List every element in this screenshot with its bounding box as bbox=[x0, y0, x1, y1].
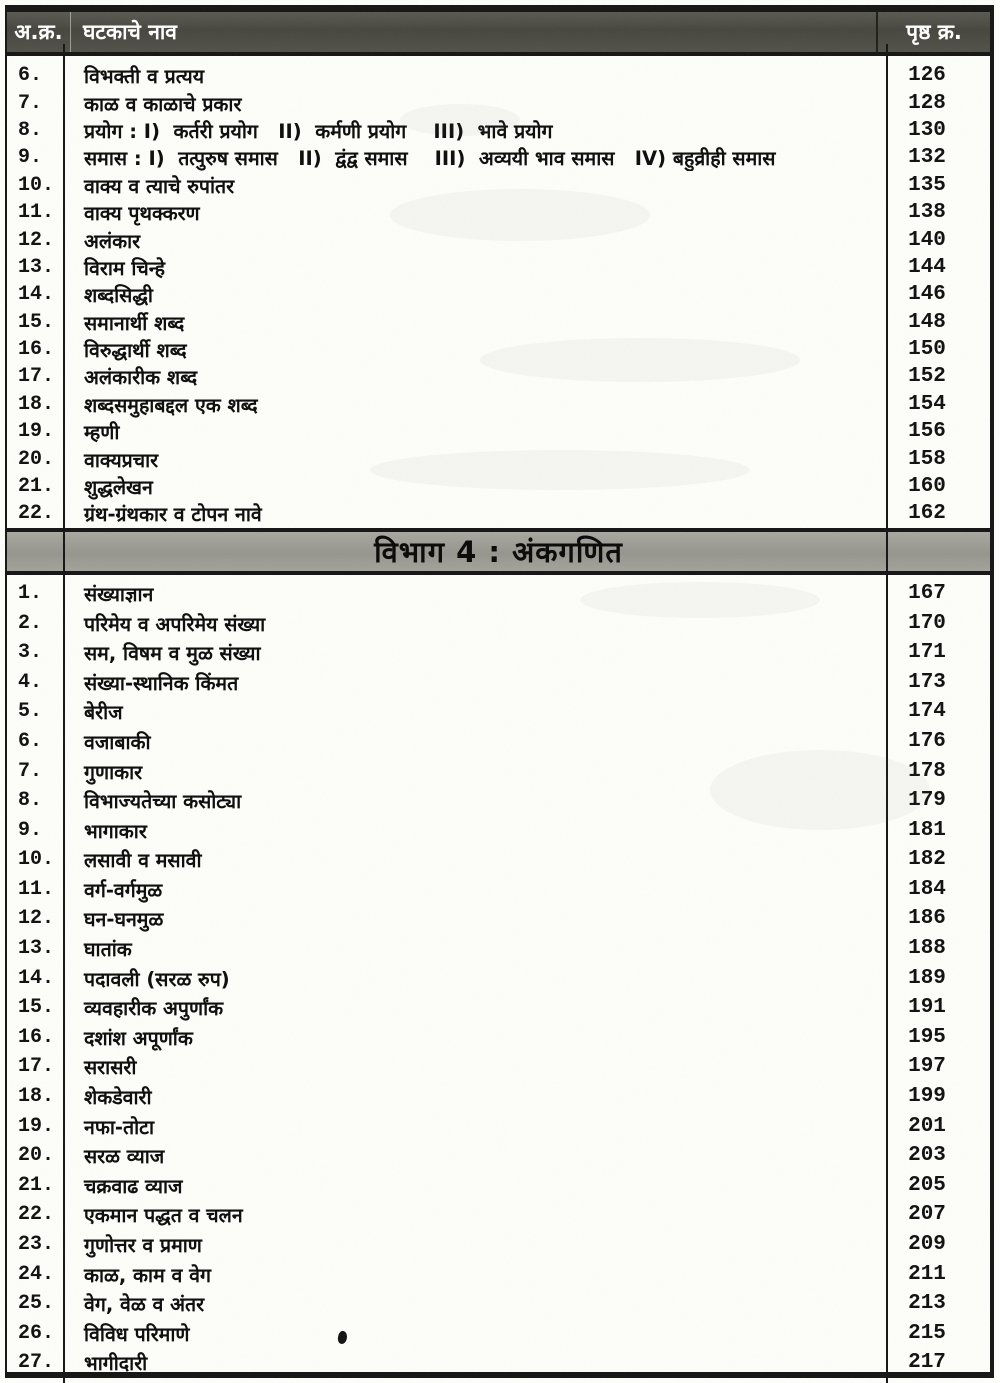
row-topic-name: भागाकार bbox=[84, 819, 147, 843]
table-row bbox=[7, 363, 990, 390]
row-topic-name: वर्ग-वर्गमुळ bbox=[84, 878, 163, 902]
table-row bbox=[7, 500, 990, 527]
table-row bbox=[7, 608, 990, 638]
row-topic-name: घातांक bbox=[84, 938, 132, 962]
row-page-number: 130 bbox=[908, 118, 946, 142]
table-row bbox=[7, 1171, 990, 1201]
row-page-number: 199 bbox=[908, 1085, 946, 1109]
row-topic-name: म्हणी bbox=[84, 421, 120, 445]
row-page-number: 162 bbox=[908, 502, 946, 526]
header-cell-topic-name: घटकाचे नाव bbox=[83, 20, 177, 44]
row-topic-name: काळ व काळाचे प्रकार bbox=[84, 92, 242, 116]
row-serial-number: 19. bbox=[18, 420, 55, 444]
row-page-number: 213 bbox=[908, 1292, 946, 1316]
row-serial-number: 11. bbox=[18, 877, 55, 901]
row-serial-number: 4. bbox=[18, 670, 43, 694]
row-serial-number: 7. bbox=[18, 759, 43, 783]
row-serial-number: 8. bbox=[18, 789, 43, 813]
row-page-number: 148 bbox=[908, 310, 946, 334]
table-row bbox=[7, 445, 990, 472]
row-serial-number: 2. bbox=[18, 611, 43, 635]
table-row bbox=[7, 473, 990, 500]
row-topic-name: समास : I) तत्पुरुष समास II) द्वंद्व समास III) अव्ययी भाव समास IV) बहुव्रीही समास bbox=[84, 147, 776, 171]
row-topic-name: व्यवहारीक अपुर्णांक bbox=[84, 997, 224, 1021]
row-topic-name: विभाज्यतेच्या कसोट्या bbox=[84, 790, 242, 814]
table-row bbox=[7, 579, 990, 609]
row-page-number: 181 bbox=[908, 818, 946, 842]
row-topic-name: बेरीज bbox=[84, 701, 123, 725]
row-serial-number: 7. bbox=[18, 91, 43, 115]
row-topic-name: प्रयोग : I) कर्तरी प्रयोग II) कर्मणी प्रयोग III) भावे प्रयोग bbox=[84, 119, 553, 143]
row-page-number: 207 bbox=[908, 1203, 946, 1227]
row-serial-number: 13. bbox=[18, 937, 55, 961]
table-row bbox=[7, 226, 990, 253]
row-page-number: 138 bbox=[908, 201, 946, 225]
row-serial-number: 14. bbox=[18, 283, 55, 307]
row-serial-number: 25. bbox=[18, 1292, 55, 1316]
column-rule-page bbox=[886, 44, 888, 1383]
table-row bbox=[7, 1052, 990, 1082]
table-row bbox=[7, 254, 990, 281]
row-serial-number: 18. bbox=[18, 392, 55, 416]
row-page-number: 174 bbox=[908, 700, 946, 724]
row-page-number: 178 bbox=[908, 759, 946, 783]
row-page-number: 176 bbox=[908, 729, 946, 753]
table-row bbox=[7, 963, 990, 993]
row-page-number: 209 bbox=[908, 1233, 946, 1256]
row-page-number: 205 bbox=[908, 1173, 946, 1197]
row-topic-name: एकमान पद्धत व चलन bbox=[84, 1204, 243, 1228]
row-page-number: 152 bbox=[908, 365, 946, 389]
row-serial-number: 10. bbox=[18, 173, 55, 197]
row-page-number: 171 bbox=[908, 641, 946, 665]
row-page-number: 197 bbox=[908, 1055, 946, 1079]
row-topic-name: अलंकार bbox=[84, 229, 141, 253]
row-page-number: 211 bbox=[908, 1262, 946, 1286]
row-serial-number: 10. bbox=[18, 848, 55, 872]
table-row bbox=[7, 1082, 990, 1112]
row-serial-number: 13. bbox=[18, 255, 55, 279]
row-serial-number: 27. bbox=[18, 1351, 55, 1375]
row-topic-name: संख्याज्ञान bbox=[84, 582, 154, 606]
row-serial-number: 12. bbox=[18, 907, 55, 931]
table-row bbox=[7, 993, 990, 1023]
table-header-row bbox=[7, 12, 990, 56]
row-page-number: 132 bbox=[908, 146, 946, 170]
row-serial-number: 9. bbox=[18, 146, 43, 170]
row-serial-number: 11. bbox=[18, 201, 55, 225]
column-rule-serial bbox=[63, 44, 65, 1383]
row-page-number: 191 bbox=[908, 996, 946, 1020]
row-topic-name: गुणोत्तर व प्रमाण bbox=[84, 1234, 202, 1257]
arithmetic-rows bbox=[7, 575, 990, 1378]
row-topic-name: विरुद्धार्थी शब्द bbox=[84, 339, 187, 363]
row-page-number: 188 bbox=[908, 937, 946, 961]
row-serial-number: 9. bbox=[18, 818, 43, 842]
table-row bbox=[7, 117, 990, 144]
row-topic-name: गुणाकार bbox=[84, 760, 143, 784]
marathi-grammar-rows bbox=[7, 56, 990, 528]
row-page-number: 184 bbox=[908, 877, 946, 901]
header-cell-page-number: पृष्ठ क्र. bbox=[876, 12, 990, 52]
row-topic-name: नफा-तोटा bbox=[84, 1115, 155, 1139]
row-topic-name: शेकडेवारी bbox=[84, 1086, 152, 1110]
row-serial-number: 19. bbox=[18, 1114, 55, 1138]
row-page-number: 158 bbox=[908, 447, 946, 471]
row-topic-name: समानार्थी शब्द bbox=[84, 311, 185, 335]
table-row bbox=[7, 1259, 990, 1289]
table-row bbox=[7, 1230, 990, 1260]
row-page-number: 126 bbox=[908, 64, 946, 88]
table-row bbox=[7, 1200, 990, 1230]
row-topic-name: संख्या-स्थानिक किंमत bbox=[84, 671, 239, 695]
row-serial-number: 3. bbox=[18, 641, 43, 665]
row-topic-name: लसावी व मसावी bbox=[84, 849, 202, 873]
section-4-header-band bbox=[7, 528, 990, 575]
table-row bbox=[7, 1023, 990, 1053]
row-serial-number: 21. bbox=[18, 1173, 55, 1197]
table-row bbox=[7, 336, 990, 363]
table-row bbox=[7, 1289, 990, 1319]
row-page-number: 173 bbox=[908, 670, 946, 694]
row-page-number: 135 bbox=[908, 173, 946, 197]
row-topic-name: भागीदारी bbox=[84, 1352, 148, 1376]
table-row bbox=[7, 391, 990, 418]
row-page-number: 217 bbox=[908, 1351, 946, 1375]
row-serial-number: 18. bbox=[18, 1085, 55, 1109]
table-row bbox=[7, 845, 990, 875]
table-row bbox=[7, 1318, 990, 1348]
row-topic-name: दशांश अपूर्णांक bbox=[84, 1026, 193, 1050]
row-serial-number: 8. bbox=[18, 118, 43, 142]
row-serial-number: 6. bbox=[18, 64, 43, 88]
row-topic-name: विविध परिमाणे bbox=[84, 1322, 190, 1346]
table-row bbox=[7, 756, 990, 786]
row-topic-name: वाक्यप्रचार bbox=[84, 448, 159, 472]
row-topic-name: सम, विषम व मुळ संख्या bbox=[84, 642, 261, 666]
row-serial-number: 17. bbox=[18, 365, 55, 389]
row-serial-number: 16. bbox=[18, 338, 55, 362]
row-serial-number: 17. bbox=[18, 1055, 55, 1079]
table-row bbox=[7, 904, 990, 934]
row-page-number: 189 bbox=[908, 966, 946, 990]
row-topic-name: विभक्ती व प्रत्यय bbox=[84, 65, 205, 89]
row-page-number: 156 bbox=[908, 420, 946, 444]
row-serial-number: 22. bbox=[18, 1203, 55, 1227]
row-topic-name: ग्रंथ-ग्रंथकार व टोपन नावे bbox=[84, 503, 262, 527]
row-topic-name: शुद्धलेखन bbox=[84, 476, 153, 500]
row-topic-name: परिमेय व अपरिमेय संख्या bbox=[84, 612, 266, 636]
table-row bbox=[7, 727, 990, 757]
table-row bbox=[7, 815, 990, 845]
row-topic-name: अलंकारीक शब्द bbox=[84, 366, 198, 390]
row-page-number: 195 bbox=[908, 1025, 946, 1049]
row-serial-number: 20. bbox=[18, 447, 55, 471]
row-serial-number: 5. bbox=[18, 700, 43, 724]
row-serial-number: 12. bbox=[18, 228, 55, 252]
row-topic-name: सरासरी bbox=[84, 1056, 137, 1080]
table-row bbox=[7, 1111, 990, 1141]
row-serial-number: 24. bbox=[18, 1262, 55, 1286]
table-row bbox=[7, 199, 990, 226]
row-page-number: 182 bbox=[908, 848, 946, 872]
row-page-number: 167 bbox=[908, 581, 946, 605]
table-row bbox=[7, 309, 990, 336]
row-topic-name: वाक्य व त्याचे रुपांतर bbox=[84, 174, 235, 198]
table-row bbox=[7, 418, 990, 445]
row-topic-name: काळ, काम व वेग bbox=[84, 1263, 211, 1287]
table-row bbox=[7, 697, 990, 727]
row-page-number: 146 bbox=[908, 283, 946, 307]
row-serial-number: 6. bbox=[18, 729, 43, 753]
table-row bbox=[7, 89, 990, 116]
row-serial-number: 23. bbox=[18, 1233, 55, 1256]
table-row bbox=[7, 172, 990, 199]
row-page-number: 179 bbox=[908, 789, 946, 813]
row-serial-number: 16. bbox=[18, 1025, 55, 1049]
table-row bbox=[7, 1348, 990, 1378]
row-topic-name: शब्दसमुहाबद्दल एक शब्द bbox=[84, 393, 258, 417]
row-serial-number: 15. bbox=[18, 996, 55, 1020]
row-serial-number: 20. bbox=[18, 1144, 55, 1168]
row-page-number: 215 bbox=[908, 1321, 946, 1345]
row-topic-name: विराम चिन्हे bbox=[84, 256, 165, 280]
table-row bbox=[7, 62, 990, 89]
row-page-number: 150 bbox=[908, 338, 946, 362]
header-cell-serial: अ.क्र. bbox=[7, 12, 71, 52]
row-topic-name: वाक्य पृथक्करण bbox=[84, 202, 200, 226]
table-row bbox=[7, 281, 990, 308]
row-topic-name: चक्रवाढ व्याज bbox=[84, 1174, 183, 1198]
table-row bbox=[7, 934, 990, 964]
row-topic-name: घन-घनमुळ bbox=[84, 908, 164, 932]
section-4-title: विभाग 4 : अंकगणित bbox=[374, 534, 623, 569]
table-row bbox=[7, 638, 990, 668]
table-row bbox=[7, 144, 990, 171]
row-page-number: 128 bbox=[908, 91, 946, 115]
row-topic-name: शब्दसिद्धी bbox=[84, 284, 153, 308]
row-page-number: 140 bbox=[908, 228, 946, 252]
row-serial-number: 1. bbox=[18, 581, 43, 605]
row-topic-name: वजाबाकी bbox=[84, 730, 151, 754]
row-page-number: 201 bbox=[908, 1114, 946, 1138]
row-serial-number: 15. bbox=[18, 310, 55, 334]
row-page-number: 186 bbox=[908, 907, 946, 931]
row-topic-name: पदावली (सरळ रुप) bbox=[84, 967, 230, 991]
row-page-number: 144 bbox=[908, 255, 946, 279]
row-page-number: 170 bbox=[908, 611, 946, 635]
table-row bbox=[7, 786, 990, 816]
table-row bbox=[7, 667, 990, 697]
row-serial-number: 26. bbox=[18, 1321, 55, 1345]
row-serial-number: 14. bbox=[18, 966, 55, 990]
row-serial-number: 21. bbox=[18, 475, 55, 499]
row-topic-name: वेग, वेळ व अंतर bbox=[84, 1293, 205, 1317]
row-topic-name: सरळ व्याज bbox=[84, 1145, 165, 1169]
table-row bbox=[7, 875, 990, 905]
contents-table bbox=[5, 5, 994, 1378]
table-row bbox=[7, 1141, 990, 1171]
row-serial-number: 22. bbox=[18, 502, 55, 526]
row-page-number: 160 bbox=[908, 475, 946, 499]
row-page-number: 203 bbox=[908, 1144, 946, 1168]
row-page-number: 154 bbox=[908, 392, 946, 416]
